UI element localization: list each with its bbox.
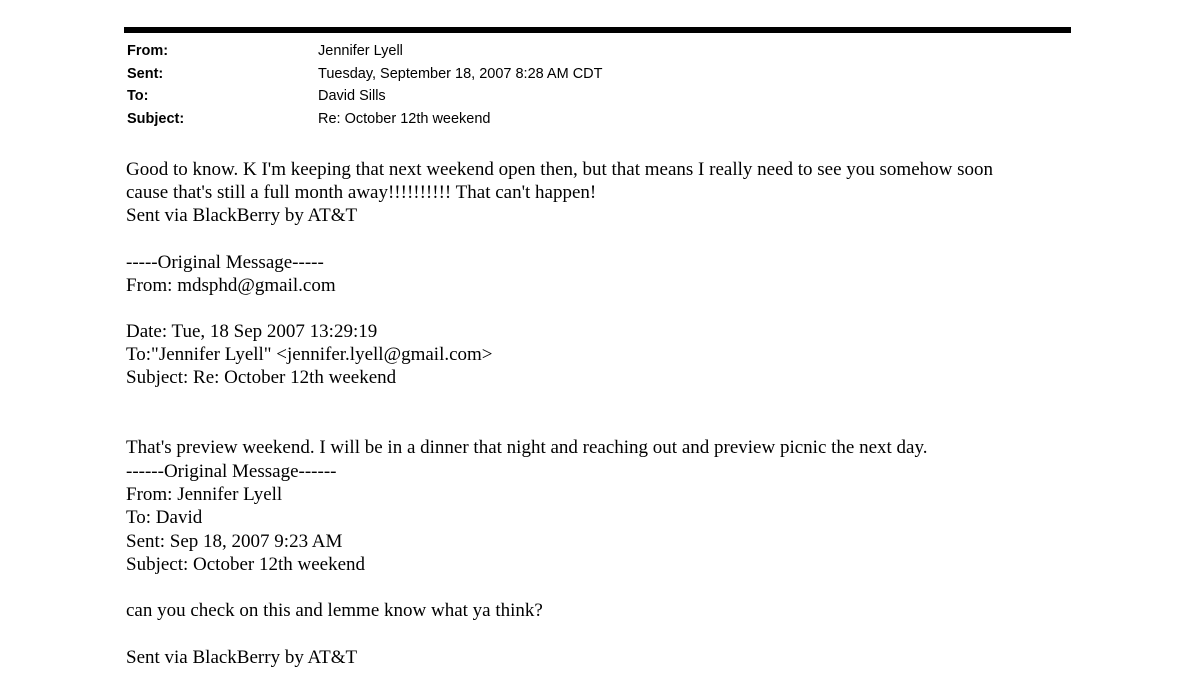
original-message-separator: ------Original Message------ <box>126 461 337 482</box>
from-label: From: <box>127 43 169 59</box>
to-label: To: <box>127 88 149 105</box>
quoted-subject: Subject: October 12th weekend <box>126 553 366 575</box>
reply-body <box>126 158 993 228</box>
reply-line: Good to know. K I'm keeping that next weekend open then, but that means I really need to see you somehow soon <box>126 159 994 180</box>
original-message-separator: -----Original Message----- <box>126 252 324 273</box>
quoted-subject: Subject: Re: October 12th weekend <box>126 367 397 389</box>
quoted-message-1-details <box>126 320 493 390</box>
quoted-from: From: Jennifer Lyell <box>126 484 283 506</box>
from-value: Jennifer Lyell <box>318 43 403 59</box>
quoted-message-1 <box>126 251 336 297</box>
reply-line: cause that's still a full month away!!!!!!!!!! That can't happen! <box>126 182 597 204</box>
quoted-to: To: David <box>126 507 203 529</box>
quoted-from: From: mdsphd@gmail.com <box>126 275 336 297</box>
quoted-body-line: That's preview weekend. I will be in a dinner that night and reaching out and preview picnic the next day. <box>126 437 928 458</box>
quoted-message-2-body <box>126 599 543 622</box>
quoted-body-line: can you check on this and lemme know what ya think? <box>126 600 543 621</box>
sent-value: Tuesday, September 18, 2007 8:28 AM CDT <box>318 65 603 82</box>
quoted-date: Date: Tue, 18 Sep 2007 13:29:19 <box>126 321 378 342</box>
subject-value: Re: October 12th weekend <box>318 111 491 128</box>
quoted-sent: Sent: Sep 18, 2007 9:23 AM <box>126 530 343 552</box>
quoted-to: To:"Jennifer Lyell" <jennifer.lyell@gmail.com> <box>126 344 493 366</box>
to-value: David Sills <box>318 88 386 105</box>
header-divider <box>124 27 1071 33</box>
quoted-message-1-body <box>126 436 928 459</box>
quoted-message-2-signature <box>126 646 357 669</box>
reply-signature: Sent via BlackBerry by AT&T <box>126 205 358 227</box>
sent-label: Sent: <box>127 65 164 82</box>
subject-label: Subject: <box>127 111 185 128</box>
quoted-signature: Sent via BlackBerry by AT&T <box>126 647 358 668</box>
quoted-message-2 <box>126 460 365 576</box>
